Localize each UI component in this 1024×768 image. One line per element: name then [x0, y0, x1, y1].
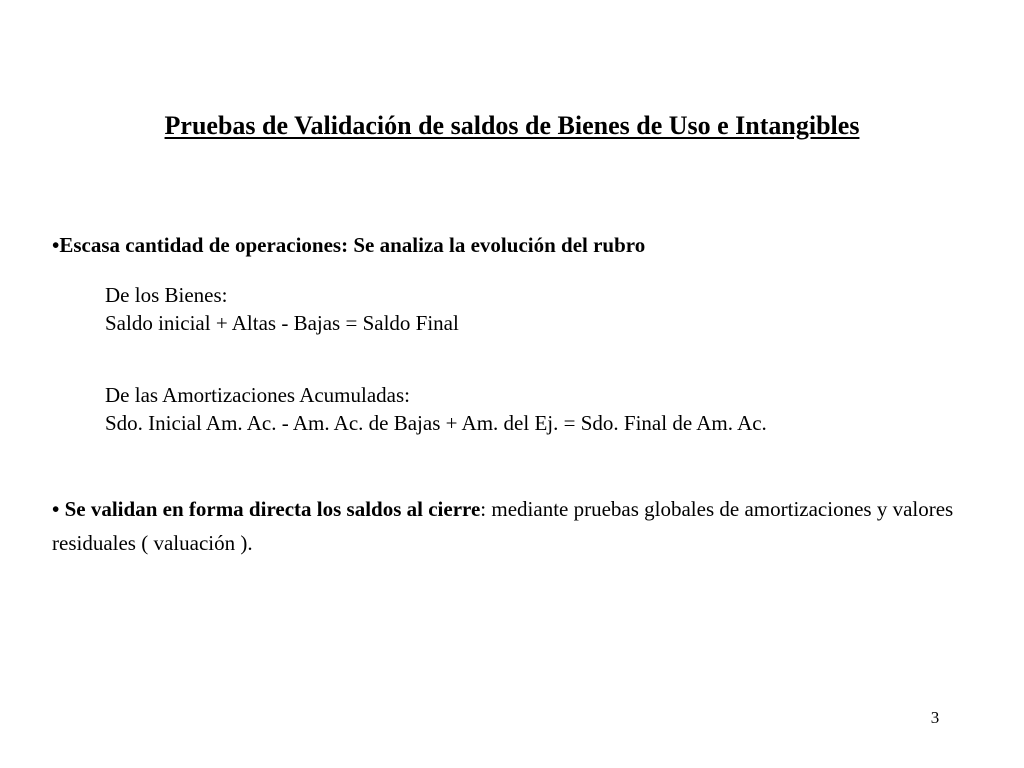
bullet-validacion-lead: • Se validan en forma directa los saldos al cierre [52, 497, 481, 521]
amortizaciones-formula: Sdo. Inicial Am. Ac. - Am. Ac. de Bajas + Am. del Ej. = Sdo. Final de Am. Ac. [105, 411, 767, 435]
bullet-escasa-operaciones: •Escasa cantidad de operaciones: Se analiza la evolución del rubro [52, 233, 646, 257]
bienes-formula: Saldo inicial + Altas - Bajas = Saldo Final [105, 311, 459, 335]
page-number: 3 [930, 708, 940, 727]
bullet-validacion-rest: : mediante pruebas globales de amortizaciones y valores residuales ( valuación ). [52, 497, 954, 555]
bienes-heading: De los Bienes: [105, 283, 228, 307]
slide-title: Pruebas de Validación de saldos de Bienes de Uso e Intangibles [164, 111, 860, 140]
amortizaciones-heading: De las Amortizaciones Acumuladas: [105, 383, 411, 407]
bienes-block [105, 281, 459, 337]
bullet-validacion-directa [52, 492, 992, 560]
amortizaciones-block [105, 381, 767, 437]
